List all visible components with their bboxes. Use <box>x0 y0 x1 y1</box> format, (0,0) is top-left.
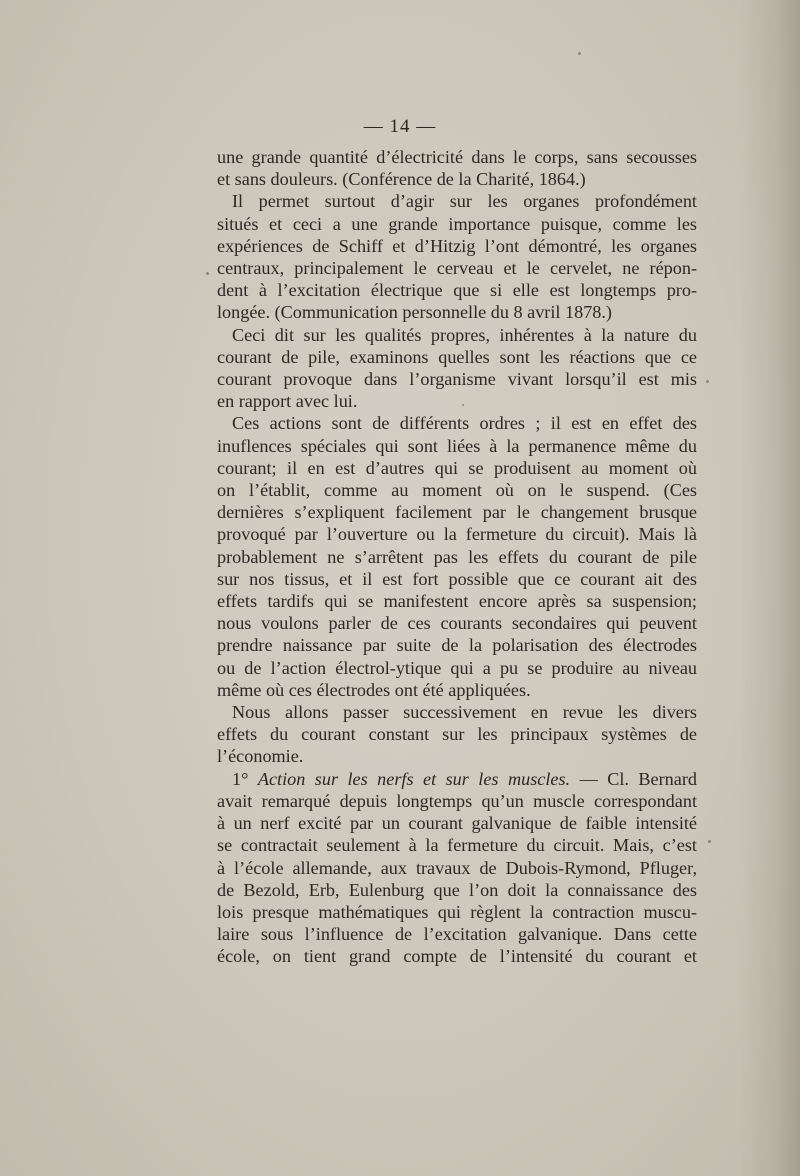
text-line: longée. (Communication personnelle du 8 avril 1878.) <box>217 302 612 323</box>
binding-shadow <box>740 0 800 1176</box>
text-line: se contractait seulement à la fermeture du circuit. Mais, c’est <box>217 835 697 856</box>
paper-speck <box>206 272 209 275</box>
text-line: l’économie. <box>217 746 304 767</box>
section-heading-line <box>217 768 697 790</box>
text-line: Ces actions sont de différents ordres ; il est en effet des <box>232 413 697 434</box>
text-line: probablement ne s’arrêtent pas les effets du courant de pile <box>217 546 697 567</box>
paper-speck <box>708 840 711 843</box>
text-line: école, on tient grand compte de l’intensité du courant et <box>217 946 697 967</box>
text-line: une grande quantité d’électricité dans le corps, sans secousses <box>217 147 697 167</box>
text-line: nous voulons parler de ces courants secondaires qui peuvent <box>217 613 697 634</box>
text-line: courant de pile, examinons quelles sont les réactions que ce <box>217 346 697 367</box>
text-line: inuflences spéciales qui sont liées à la permanence même du <box>217 435 697 456</box>
text-line: sur nos tissus, et il est fort possible que ce courant ait des <box>217 568 697 589</box>
page-number: — 14 — <box>363 116 437 137</box>
body-text <box>217 146 697 968</box>
text-line: provoqué par l’ouverture ou la fermeture du circuit). Mais là <box>217 524 697 545</box>
text-line: même où ces électrodes ont été appliquées. <box>217 679 531 700</box>
paper-speck <box>706 380 709 383</box>
text-line: expériences de Schiff et d’Hitzig l’ont démontré, les organes <box>217 235 697 256</box>
text-line: situés et ceci a une grande importance puisque, comme les <box>217 213 697 234</box>
text-line: on l’établit, comme au moment où on le suspend. (Ces <box>217 480 697 501</box>
text-line: en rapport avec lui. <box>217 391 358 412</box>
paper-speck <box>578 52 581 55</box>
text-line: prendre naissance par suite de la polarisation des électrodes <box>217 635 697 656</box>
text-line: dernières s’expliquent facilement par le changement brusque <box>217 502 697 523</box>
text-line: courant provoque dans l’organisme vivant lorsqu’il est mis <box>217 369 697 390</box>
text-line: Nous allons passer successivement en revue les divers <box>232 702 697 723</box>
section-heading-rest: — Cl. Bernard <box>570 768 697 789</box>
text-line: de Bezold, Erb, Eulenburg que l’on doit la connaissance des <box>217 879 697 900</box>
text-line: courant; il en est d’autres qui se produisent au moment où <box>217 457 697 478</box>
text-line: avait remarqué depuis longtemps qu’un muscle correspondant <box>217 790 697 811</box>
text-line: dent à l’excitation électrique que si elle est longtemps pro- <box>217 280 697 301</box>
text-line: laire sous l’influence de l’excitation galvanique. Dans cette <box>217 924 697 945</box>
text-line: et sans douleurs. (Conférence de la Charité, 1864.) <box>217 169 586 190</box>
text-line: effets du courant constant sur les principaux systèmes de <box>217 724 697 745</box>
text-line: lois presque mathématiques qui règlent la contraction muscu- <box>217 901 697 922</box>
text-line: Il permet surtout d’agir sur les organes profondément <box>232 191 697 212</box>
text-line: à un nerf excité par un courant galvanique de faible intensité <box>217 813 697 834</box>
text-line: Ceci dit sur les qualités propres, inhérentes à la nature du <box>232 324 697 345</box>
text-line: ou de l’action électrol-ytique qui a pu se produire au niveau <box>217 657 697 678</box>
text-line: effets tardifs qui se manifestent encore après sa suspension; <box>217 591 697 612</box>
text-line: centraux, principalement le cerveau et le cervelet, ne répon- <box>217 258 697 279</box>
section-title: Action sur les nerfs et sur les muscles. <box>257 768 571 789</box>
text-line: à l’école allemande, aux travaux de Dubois-Rymond, Pfluger, <box>217 857 697 878</box>
section-number: 1° <box>232 768 249 789</box>
